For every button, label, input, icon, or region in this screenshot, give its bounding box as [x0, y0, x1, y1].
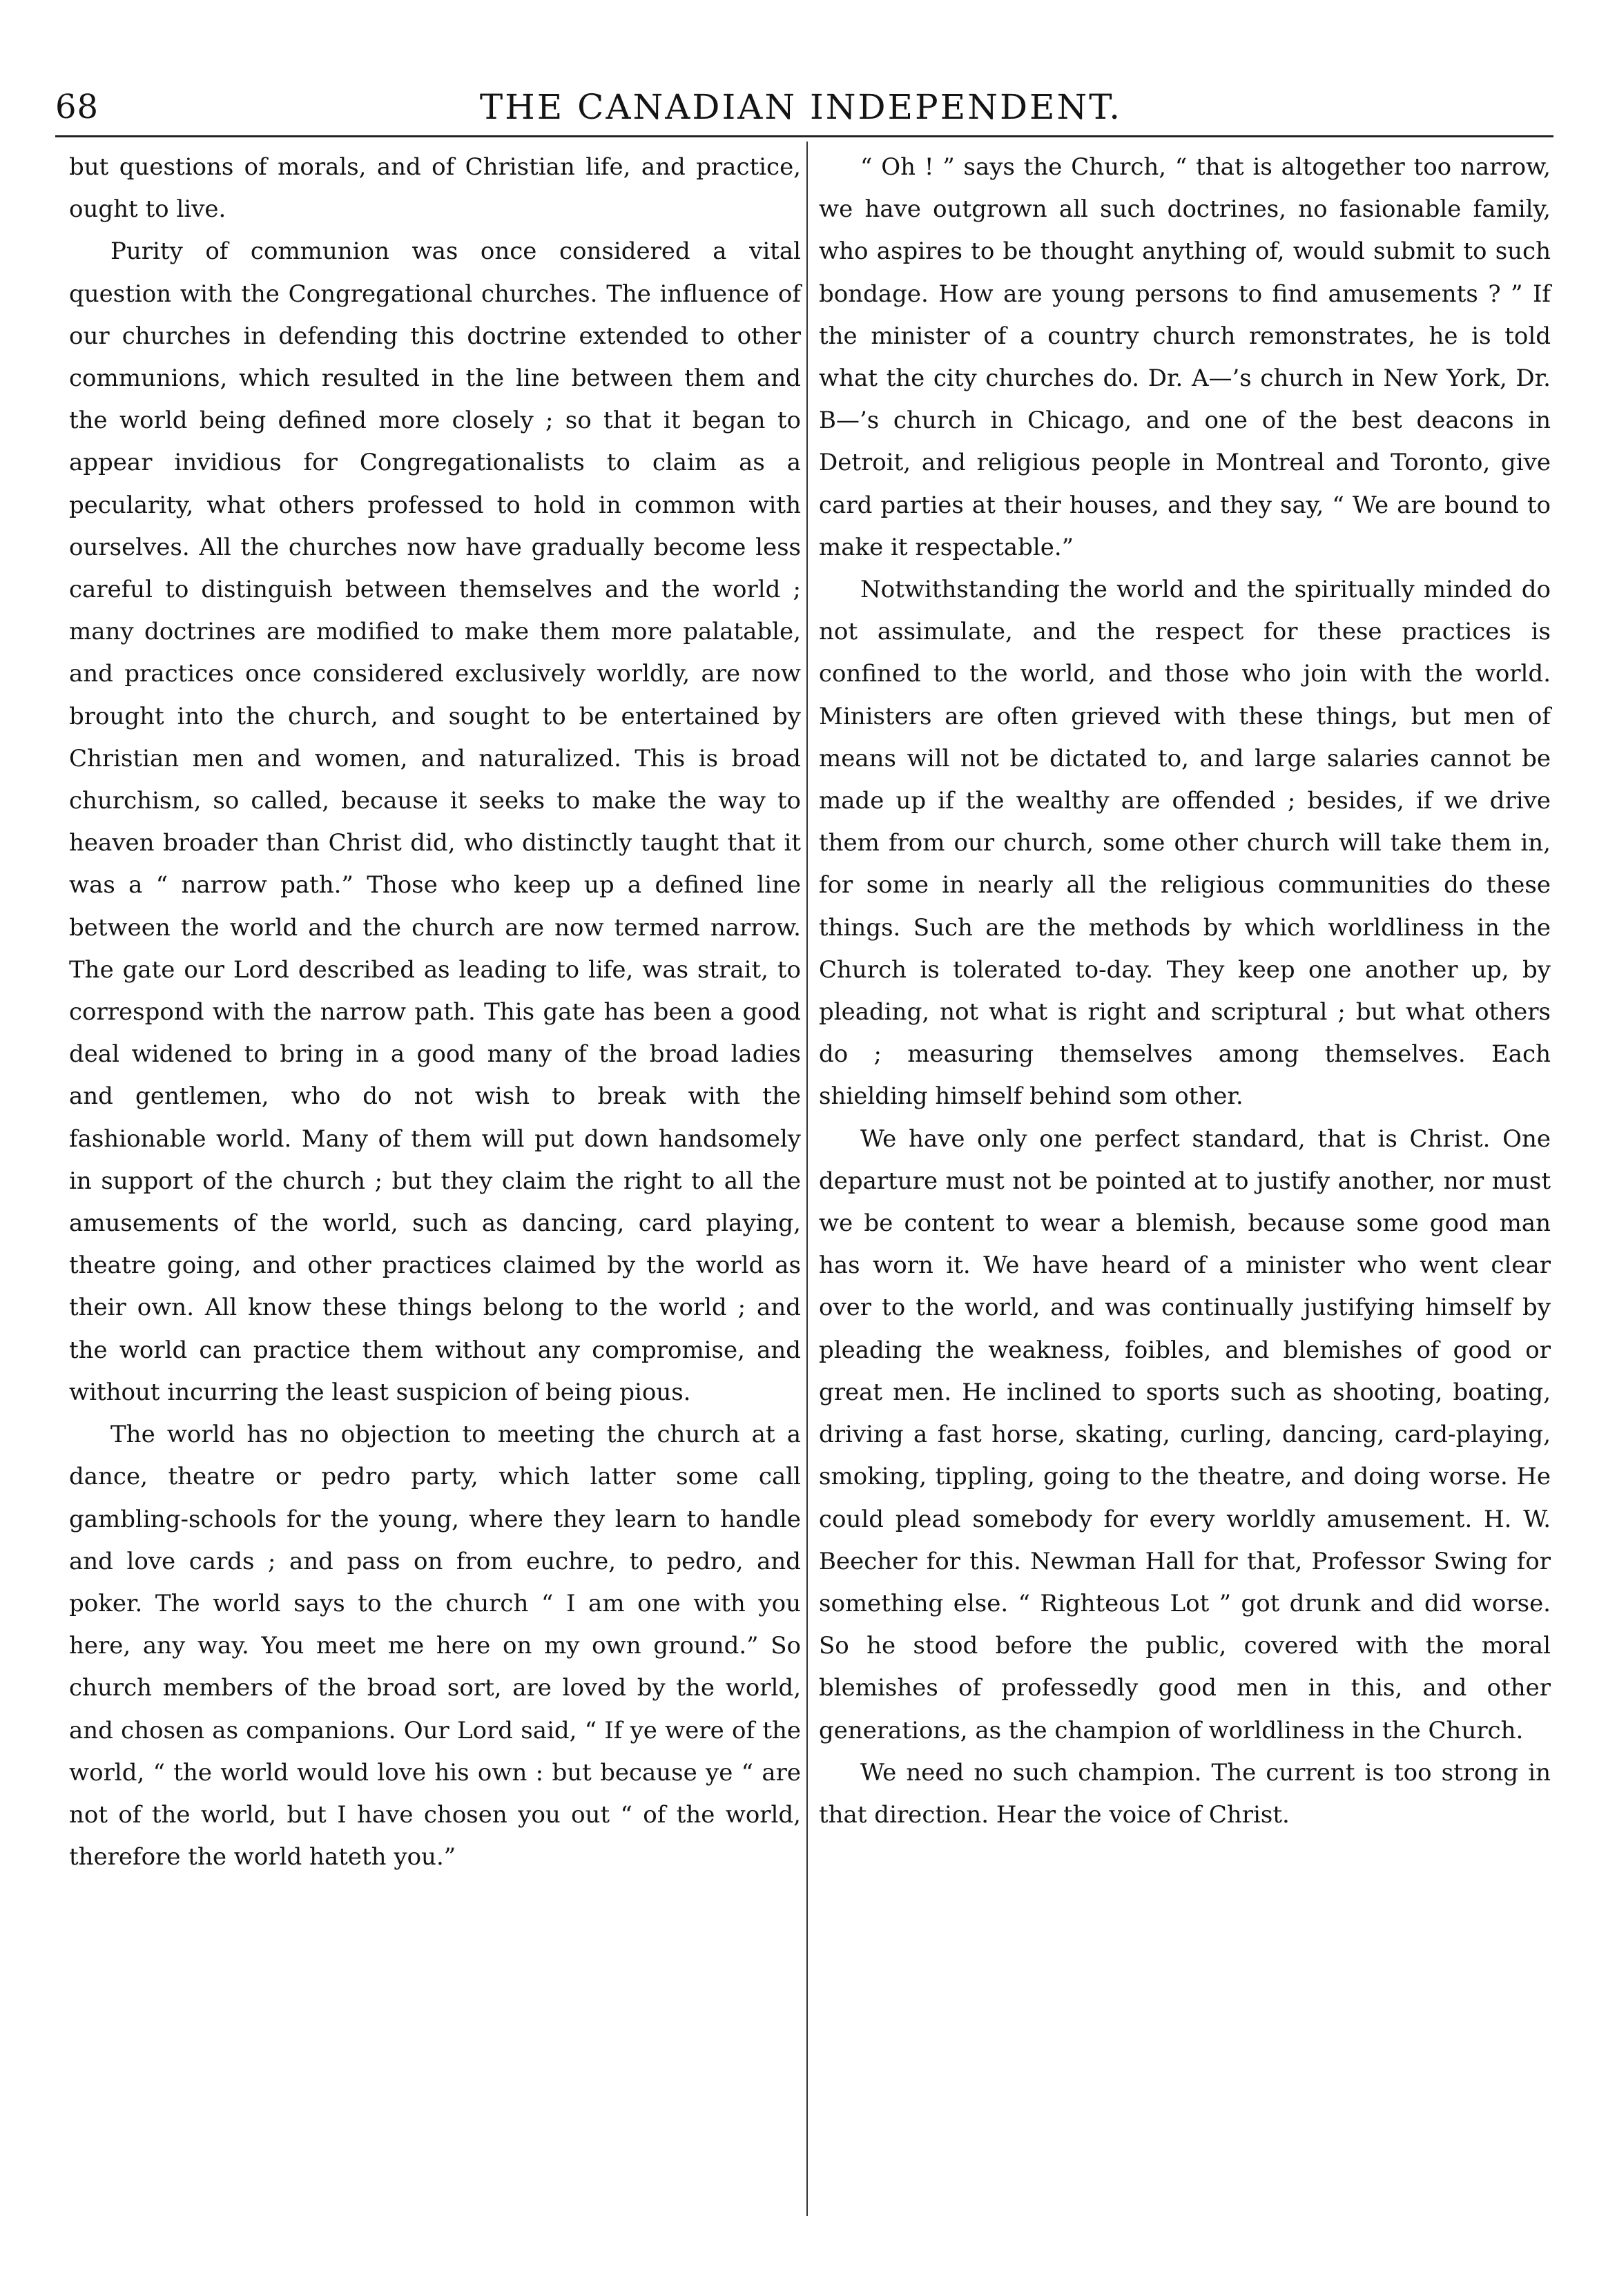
paragraph: We need no such champion. The current is too strong in that direction. Hear the voice of Christ.: [819, 1758, 1551, 1829]
paragraph: but questions of morals, and of Christian life, and practice, ought to live.: [69, 153, 801, 224]
header-rule: [55, 135, 1553, 137]
paragraph: Purity of communion was once considered a vital question with the Congregational churches. The influence of our churches in defending this doctrine extended to other communions, which resulted in the line between them and the world being defined more closely ; so that it began to appear invidious for Congregationalists to claim as a pecularity, what others professed to hold in common with ourselves. All the churches now have gradually become less careful to distinguish between themselves and the world ; many doctrines are modified to make them more palatable, and practices once considered exclusively worldly, are now brought into the church, and sought to be entertained by Christian men and women, and naturalized. This is broad churchism, so called, because it seeks to make the way to heaven broader than Christ did, who distinctly taught that it was a “ narrow path.” Those who keep up a defined line between the world and the church are now termed narrow. The gate our Lord described as leading to life, was strait, to correspond with the narrow path. This gate has been a good deal widened to bring in a good many of the broad ladies and gentlemen, who do not wish to break with the fashionable world. Many of them will put down handsomely in support of the church ; but they claim the right to all the amusements of the world, such as dancing, card playing, theatre going, and other practices claimed by the world as their own. All know these things belong to the world ; and the world can practice them without any compromise, and without incurring the least suspicion of being pious.: [69, 237, 801, 1406]
left-column: [69, 146, 801, 1878]
right-column: [819, 146, 1551, 1836]
page-number: 68: [55, 88, 99, 126]
paragraph: We have only one perfect standard, that is Christ. One departure must not be pointed at to justify another, nor must we be content to wear a blemish, because some good man has worn it. We have heard of a minister who went clear over to the world, and was continually justifying himself by pleading the weakness, foibles, and blemishes of good or great men. He inclined to sports such as shooting, boating, driving a fast horse, skating, curling, dancing, card-playing, smoking, tippling, going to the theatre, and doing worse. He could plead somebody for every worldly amusement. H. W. Beecher for this. Newman Hall for that, Professor Swing for something else. “ Righteous Lot ” got drunk and did worse. So he stood before the public, covered with the moral blemishes of professedly good men in this, and other generations, as the champion of worldliness in the Church.: [819, 1125, 1551, 1744]
column-rule: [806, 142, 808, 2216]
page-header: [55, 83, 1547, 131]
paragraph: “ Oh ! ” says the Church, “ that is altogether too narrow, we have outgrown all such doctrines, no fasionable family, who aspires to be thought anything of, would submit to such bondage. How are young persons to find amusements ? ” If the minister of a country church remonstrates, he is told what the city churches do. Dr. A—’s church in New York, Dr. B—’s church in Chicago, and one of the best deacons in Detroit, and religious people in Montreal and Toronto, give card parties at their houses, and they say, “ We are bound to make it respectable.”: [819, 153, 1551, 561]
paragraph: Notwithstanding the world and the spiritually minded do not assimulate, and the respect for these practices is confined to the world, and those who join with the world. Ministers are often grieved with these things, but men of means will not be dictated to, and large salaries cannot be made up if the wealthy are offended ; besides, if we drive them from our church, some other church will take them in, for some in nearly all the religious communities do these things. Such are the methods by which worldliness in the Church is tolerated to-day. They keep one another up, by pleading, not what is right and scriptural ; but what others do ; measuring themselves among themselves. Each shielding himself behind som other.: [819, 576, 1551, 1111]
running-title: THE CANADIAN INDEPENDENT.: [479, 87, 1123, 127]
paragraph: The world has no objection to meeting the church at a dance, theatre or pedro party, which latter some call gambling-schools for the young, where they learn to handle and love cards ; and pass on from euchre, to pedro, and poker. The world says to the church “ I am one with you here, any way. You meet me here on my own ground.” So church members of the broad sort, are loved by the world, and chosen as companions. Our Lord said, “ If ye were of the world, “ the world would love his own : but because ye “ are not of the world, but I have chosen you out “ of the world, therefore the world hateth you.”: [69, 1421, 801, 1871]
